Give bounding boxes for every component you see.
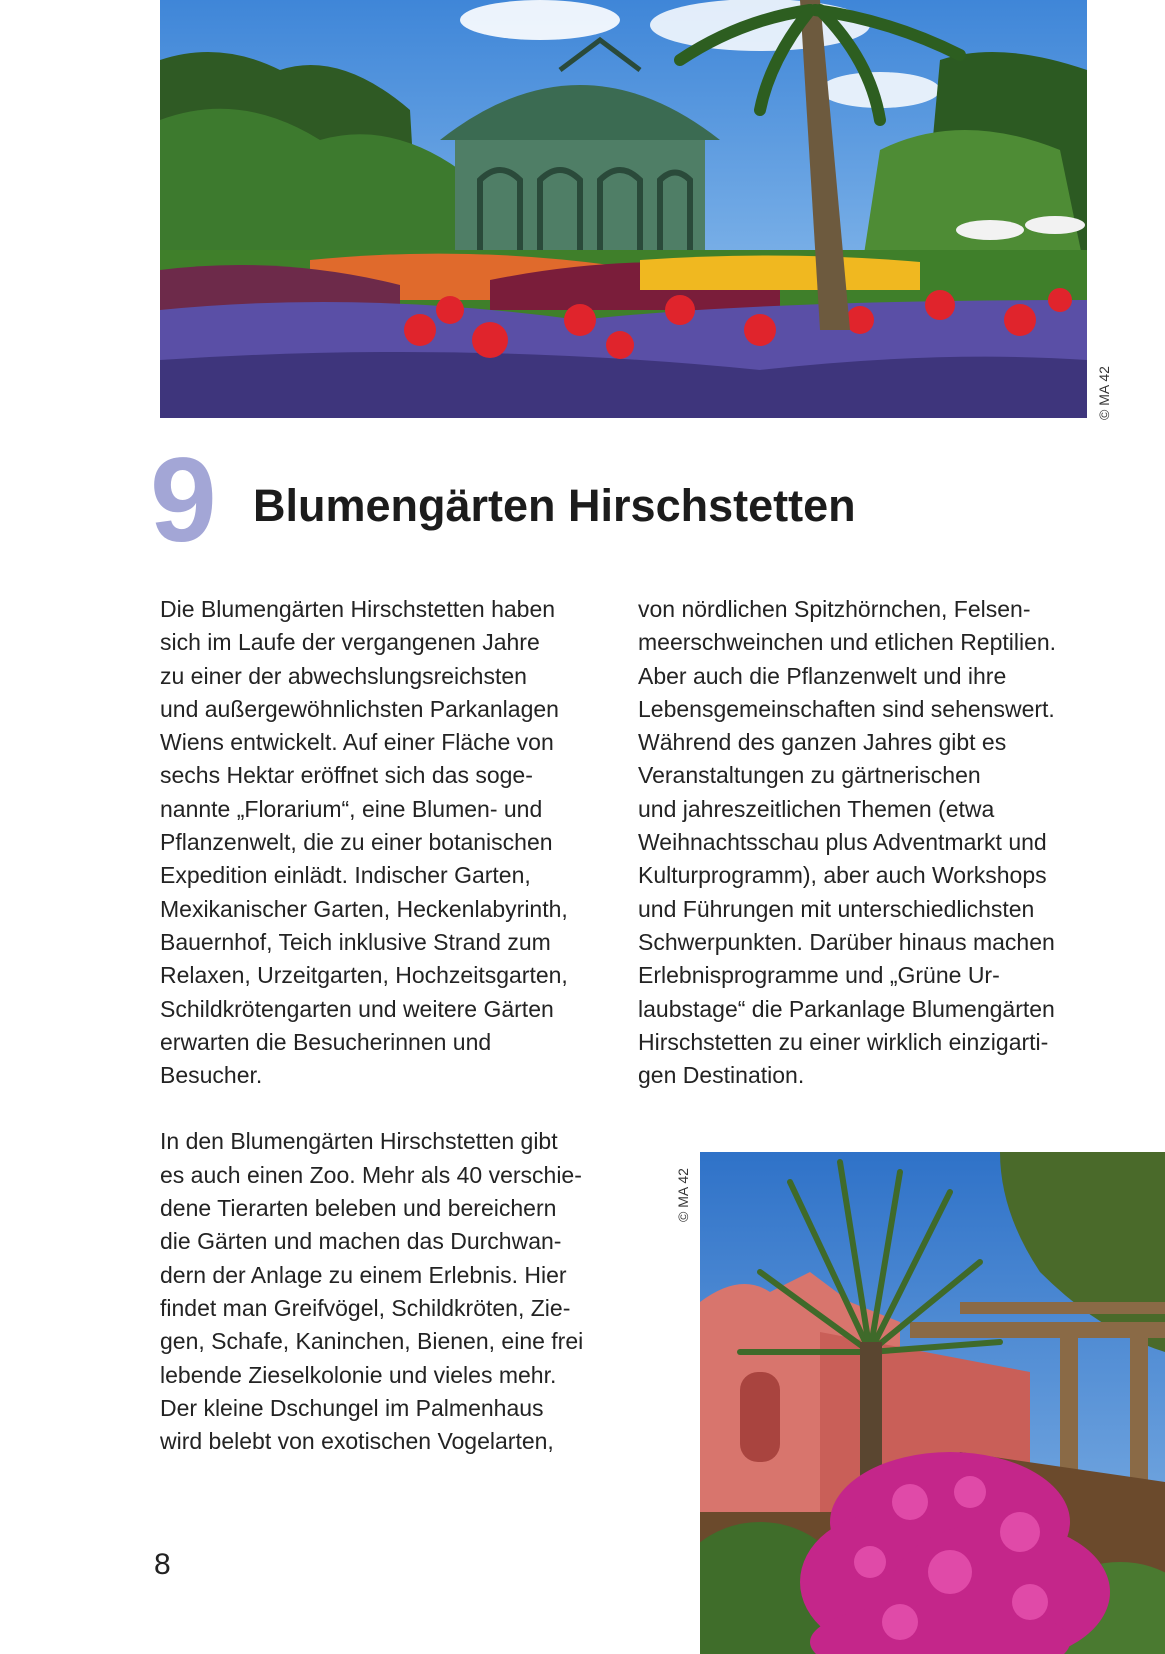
text-line: die Gärten und machen das Durchwan- [160, 1228, 562, 1255]
text-line: lebende Zieselkolonie und vieles mehr. [160, 1361, 557, 1388]
page-title: Blumengärten Hirschstetten [253, 480, 856, 531]
text-line: es auch einen Zoo. Mehr als 40 verschie- [160, 1161, 582, 1188]
text-line: erwarten die Besucherinnen und [160, 1028, 492, 1055]
text-line: zu einer der abwechslungsreichsten [160, 662, 527, 689]
photo-credit-top: © MA 42 [1096, 366, 1112, 420]
garden-pavilion-photo [160, 0, 1087, 418]
text-line: Wiens entwickelt. Auf einer Fläche von [160, 729, 554, 756]
text-line: findet man Greifvögel, Schildkröten, Zie- [160, 1294, 571, 1321]
text-line: Lebensgemeinschaften sind sehenswert. [638, 695, 1055, 722]
text-line: Die Blumengärten Hirschstetten haben [160, 596, 556, 622]
body-column-right [638, 593, 1098, 1092]
text-line: Relaxen, Urzeitgarten, Hochzeitsgarten, [160, 962, 568, 989]
text-line: Kulturprogramm), aber auch Workshops [638, 862, 1047, 889]
section-number: 9 [150, 433, 215, 567]
text-line: von nördlichen Spitzhörnchen, Felsen- [638, 596, 1031, 622]
text-line: dene Tierarten beleben und bereichern [160, 1195, 557, 1222]
photo-credit-bottom: © MA 42 [675, 1168, 691, 1222]
text-line: Mexikanischer Garten, Heckenlabyrinth, [160, 895, 568, 922]
text-line: Expedition einlädt. Indischer Garten, [160, 862, 531, 889]
text-line: wird belebt von exotischen Vogelarten, [160, 1428, 554, 1455]
text-line: Weihnachtsschau plus Adventmarkt und [638, 829, 1047, 856]
text-line: Schildkrötengarten und weitere Gärten [160, 995, 554, 1022]
text-line: Während des ganzen Jahres gibt es [638, 729, 1007, 756]
paragraph-zoo [160, 1125, 620, 1458]
text-line: sechs Hektar eröffnet sich das soge- [160, 762, 533, 789]
text-line: In den Blumengärten Hirschstetten gibt [160, 1128, 558, 1155]
paragraph-intro [160, 593, 620, 1092]
text-line: Aber auch die Pflanzenwelt und ihre [638, 662, 1007, 689]
text-line: und außergewöhnlichsten Parkanlagen [160, 695, 559, 722]
text-line: meerschweinchen und etlichen Reptilien. [638, 629, 1057, 656]
mexican-garden-photo [700, 1152, 1165, 1654]
body-column-left [160, 593, 620, 1458]
text-line: laubstage“ die Parkanlage Blumengärten [638, 995, 1055, 1022]
text-line: Besucher. [160, 1062, 263, 1089]
text-line: dern der Anlage zu einem Erlebnis. Hier [160, 1261, 567, 1288]
text-line: Schwerpunkten. Darüber hinaus machen [638, 928, 1055, 955]
text-line: gen Destination. [638, 1062, 805, 1089]
text-line: Veranstaltungen zu gärtnerischen [638, 762, 981, 789]
text-line: Erlebnisprogramme und „Grüne Ur- [638, 962, 1000, 989]
text-line: Bauernhof, Teich inklusive Strand zum [160, 928, 551, 955]
mexican-garden-illustration [700, 1152, 1165, 1654]
text-line: und Führungen mit unterschiedlichsten [638, 895, 1035, 922]
garden-pavilion-illustration [160, 0, 1087, 418]
text-line: sich im Laufe der vergangenen Jahre [160, 629, 540, 656]
text-line: Hirschstetten zu einer wirklich einzigarti- [638, 1028, 1049, 1055]
paragraph-continued [638, 593, 1098, 1092]
page-number: 8 [154, 1548, 171, 1581]
text-line: Der kleine Dschungel im Palmenhaus [160, 1394, 544, 1421]
text-line: gen, Schafe, Kaninchen, Bienen, eine frei [160, 1328, 584, 1355]
text-line: Pflanzenwelt, die zu einer botanischen [160, 829, 553, 856]
text-line: nannte „Florarium“, eine Blumen- und [160, 795, 543, 822]
text-line: und jahreszeitlichen Themen (etwa [638, 795, 995, 822]
